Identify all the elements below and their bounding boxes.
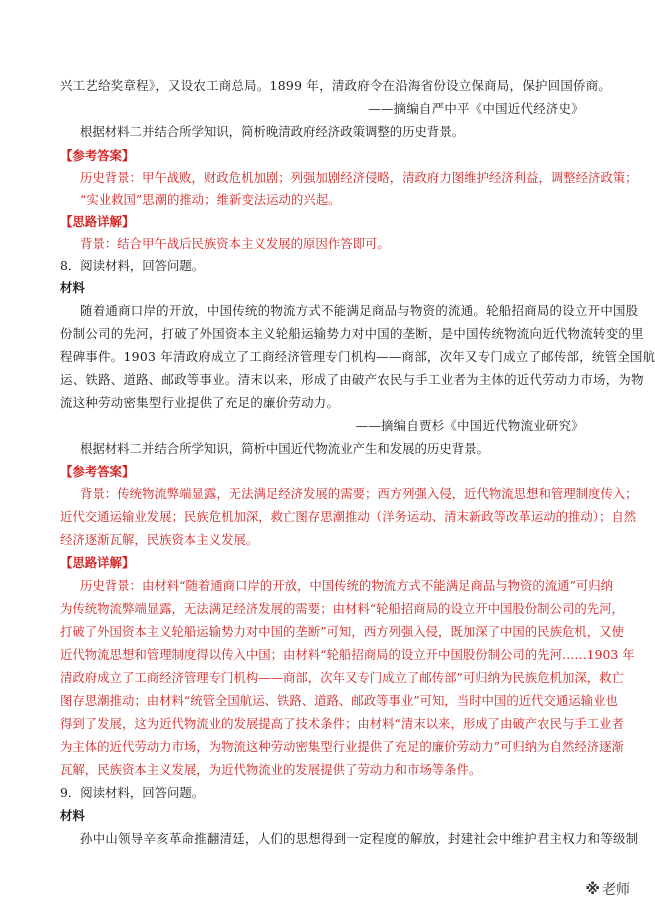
text-line-9: 8．阅读材料，回答问题。 [60,258,205,273]
text-line-11: 随着通商口岸的开放，中国传统的物流方式不能满足商品与物资的流通。轮船招商局的设立开中国股 [80,303,639,318]
text-line-33: 材料 [60,808,85,823]
text-line-28: 图存思潮推动；由材料“统管全国航运、铁路、道路、邮政等事业”可知，当时中国的近代交通运输业也 [60,693,618,708]
watermark-logo-icon: ※ [585,880,600,898]
text-line-14: 运、铁路、道路、邮政等事业。清末以来，形成了由破产农民与手工业者为主体的近代劳动力市场，为物 [60,372,644,387]
text-line-10: 材料 [60,280,85,295]
text-line-5: 历史背景：甲午战败，财政危机加剧；列强加剧经济侵略，清政府力图维护经济利益，调整经济政策； [80,170,638,185]
text-line-24: 为传统物流弊端显露，无法满足经济发展的需要；由材料“轮船招商局的设立开中国股份制公司的先河， [60,601,624,616]
text-line-17: 根据材料二并结合所学知识，简析中国近代物流业产生和发展的历史背景。 [80,441,489,456]
text-line-19: 背景：传统物流弊端显露，无法满足经济发展的需要；西方列强入侵，近代物流思想和管理制度传入； [80,486,638,501]
text-line-20: 近代交通运输业发展；民族危机加深，救亡图存思潮推动（洋务运动、清末新政等改革运动的推动）；自然 [60,509,637,524]
text-line-25: 打破了外国资本主义轮船运输势力对中国的垄断”可知，西方列强入侵，既加深了中国的民族危机，又使 [60,624,624,639]
text-line-27: 清政府成立了工商经济管理专门机构——商部，次年又专门成立了邮传部”可归纳为民族危机加深，救亡 [60,670,624,685]
text-line-22: 【思路详解】 [60,555,135,570]
watermark-text: 老师 [602,882,630,898]
watermark [585,879,630,899]
text-line-16: ——摘编自贾杉《中国近代物流业研究》 [355,418,584,433]
text-line-15: 流这种劳动密集型行业提供了充足的廉价劳动力。 [60,395,340,410]
text-line-6: “实业救国”思潮的推动；维新变法运动的兴起。 [80,192,341,207]
text-line-3: 根据材料二并结合所学知识，简析晚清政府经济政策调整的历史背景。 [80,124,465,139]
text-line-32: 9．阅读材料，回答问题。 [60,785,205,800]
text-line-26: 近代物流思想和管理制度得以传入中国；由材料“轮船招商局的设立开中国股份制公司的先河……1903 年 [60,647,635,662]
text-line-31: 瓦解，民族资本主义发展，为近代物流业的发展提供了劳动力和市场等条件。 [60,762,482,777]
text-line-13: 程碑事件。1903 年清政府成立了工商经济管理专门机构——商部，次年又专门成立了邮传部，统管全国航 [60,349,655,364]
text-line-29: 得到了发展，这为近代物流业的发展提高了技术条件；由材料“清末以来，形成了由破产农民与手工业者 [60,716,624,731]
text-line-18: 【参考答案】 [60,464,135,479]
text-line-7: 【思路详解】 [60,214,135,229]
text-line-12: 份制公司的先河，打破了外国资本主义轮船运输势力对中国的垄断，是中国传统物流向近代物流转变的里 [60,326,644,341]
text-line-4: 【参考答案】 [60,148,135,163]
text-line-21: 经济逐渐瓦解，民族资本主义发展。 [60,532,259,547]
text-line-34: 孙中山领导辛亥革命推翻清廷，人们的思想得到一定程度的解放，封建社会中维护君主权力和等级制 [80,831,639,846]
text-line-1: 兴工艺给奖章程》，又设农工商总局。1899 年，清政府令在沿海省份设立保商局，保护回国侨商。 [60,78,612,93]
text-line-8: 背景：结合甲午战后民族资本主义发展的原因作答即可。 [80,236,390,251]
text-line-30: 为主体的近代劳动力市场，为物流这种劳动密集型行业提供了充足的廉价劳动力”可归纳为自然经济逐渐 [60,739,624,754]
text-line-2: ——摘编自严中平《中国近代经济史》 [368,101,584,116]
text-line-23: 历史背景：由材料“随着通商口岸的开放，中国传统的物流方式不能满足商品与物资的流通”可归纳 [80,578,614,593]
